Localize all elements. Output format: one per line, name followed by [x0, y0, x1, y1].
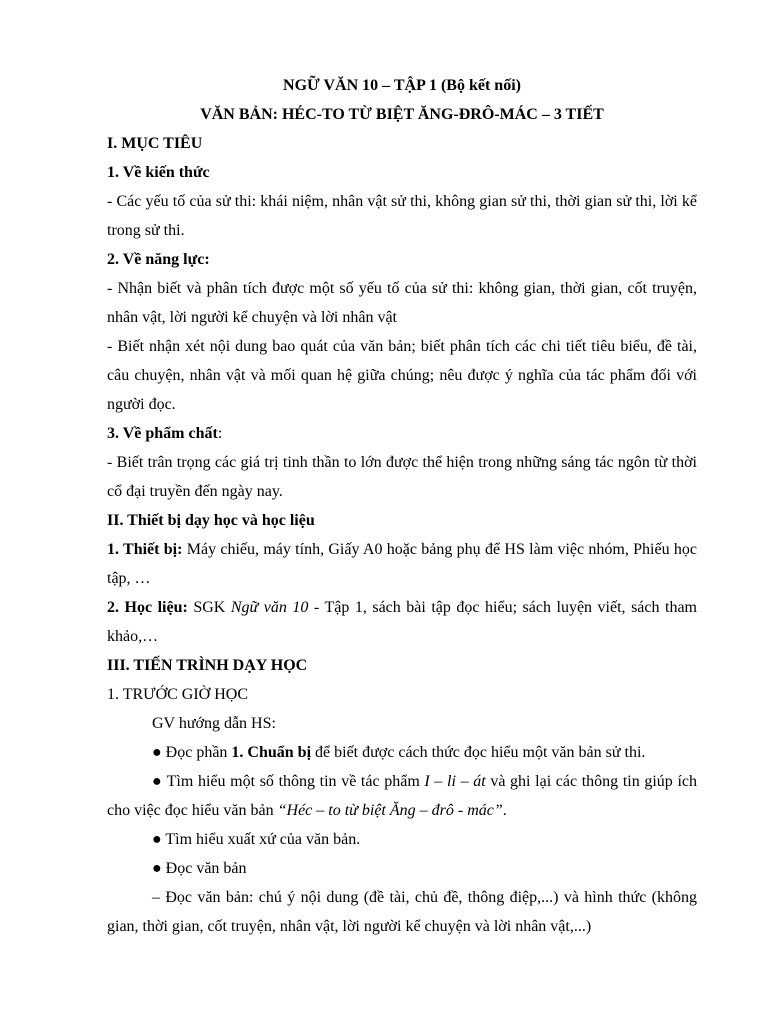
- section-heading-process: III. TIẾN TRÌNH DẠY HỌC: [107, 657, 308, 674]
- bullet-2-pre: ● Tìm hiểu một số thông tin về tác phẩm: [152, 773, 425, 790]
- subheading-quality: [107, 419, 697, 448]
- paragraph-competence-2: - Biết nhận xét nội dung bao quát của văn bản; biết phân tích các chi tiết tiêu biểu, đề tài, câu chuyện, nhân vật và mối quan hệ giữa chúng; nêu được ý nghĩa của tác phẩm đối với người đọc.: [107, 338, 697, 413]
- subheading-knowledge: 1. Về kiến thức: [107, 164, 210, 181]
- document-subtitle: VĂN BẢN: HÉC-TO TỪ BIỆT ĂNG-ĐRÔ-MÁC – 3 TIẾT: [200, 106, 604, 123]
- bullet-1-post: để biết được cách thức đọc hiểu một văn bản sử thi.: [311, 744, 646, 761]
- materials-italic: Ngữ văn 10: [230, 599, 309, 616]
- bullet-item-4: ● Đọc văn bản: [152, 860, 247, 877]
- bullet-2-end: .: [502, 802, 507, 819]
- bullet-1-bold: 1. Chuẩn bị: [231, 744, 312, 761]
- equipment-text: Máy chiếu, máy tính, Giấy A0 hoặc bảng phụ để HS làm việc nhóm, Phiếu học tập, …: [107, 541, 697, 587]
- subheading-quality-label: 3. Về phẩm chất: [107, 425, 218, 442]
- paragraph-equipment: [107, 535, 697, 593]
- paragraph-knowledge: - Các yếu tố của sử thi: khái niệm, nhân vật sử thi, không gian sử thi, thời gian sử thi, lời kể trong sử thi.: [107, 193, 697, 239]
- section-heading-objectives: I. MỤC TIÊU: [107, 135, 203, 152]
- subheading-before-class: 1. TRƯỚC GIỜ HỌC: [107, 686, 249, 703]
- bullet-item-3: ● Tìm hiểu xuất xứ của văn bản.: [152, 831, 361, 848]
- section-heading-equipment: II. Thiết bị dạy học và học liệu: [107, 512, 315, 529]
- paragraph-reading: – Đọc văn bản: chú ý nội dung (đề tài, chủ đề, thông điệp,...) và hình thức (không gian, thời gian, cốt truyện, nhân vật, lời người kể chuyện và lời nhân vật,...): [107, 889, 697, 935]
- materials-text-1: SGK: [187, 599, 231, 616]
- bullet-2-italic-2: “Héc – to từ biệt Ăng – đrô - mác”: [277, 802, 503, 819]
- bullet-item-1: [107, 738, 697, 767]
- document-title: NGỮ VĂN 10 – TẬP 1 (Bộ kết nối): [283, 77, 521, 94]
- subheading-competence: 2. Về năng lực:: [107, 251, 210, 268]
- subheading-quality-colon: :: [217, 425, 223, 442]
- paragraph-quality: - Biết trân trọng các giá trị tinh thần to lớn được thể hiện trong những sáng tác ngôn từ thời cổ đại truyền đến ngày nay.: [107, 454, 697, 500]
- materials-label: 2. Học liệu:: [107, 599, 188, 616]
- bullet-2-mid: và ghi lại các thông tin giúp ích cho việc đọc hiểu văn bản: [107, 773, 697, 819]
- materials-text-2: - Tập 1, sách bài tập đọc hiểu; sách luyện viết, sách tham khảo,…: [107, 599, 697, 645]
- equipment-label: 1. Thiết bị:: [107, 541, 183, 558]
- document-content: [107, 71, 697, 941]
- bullet-item-2: [107, 767, 697, 825]
- paragraph-materials: [107, 593, 697, 651]
- paragraph-competence-1: - Nhận biết và phân tích được một số yếu tố của sử thi: không gian, thời gian, cốt truyện, nhân vật, lời người kể chuyện và lời nhân vật: [107, 280, 697, 326]
- bullet-2-italic: I – li – át: [424, 773, 486, 790]
- bullet-1-pre: ● Đọc phần: [152, 744, 232, 761]
- paragraph-teacher-guide: GV hướng dẫn HS:: [152, 715, 276, 732]
